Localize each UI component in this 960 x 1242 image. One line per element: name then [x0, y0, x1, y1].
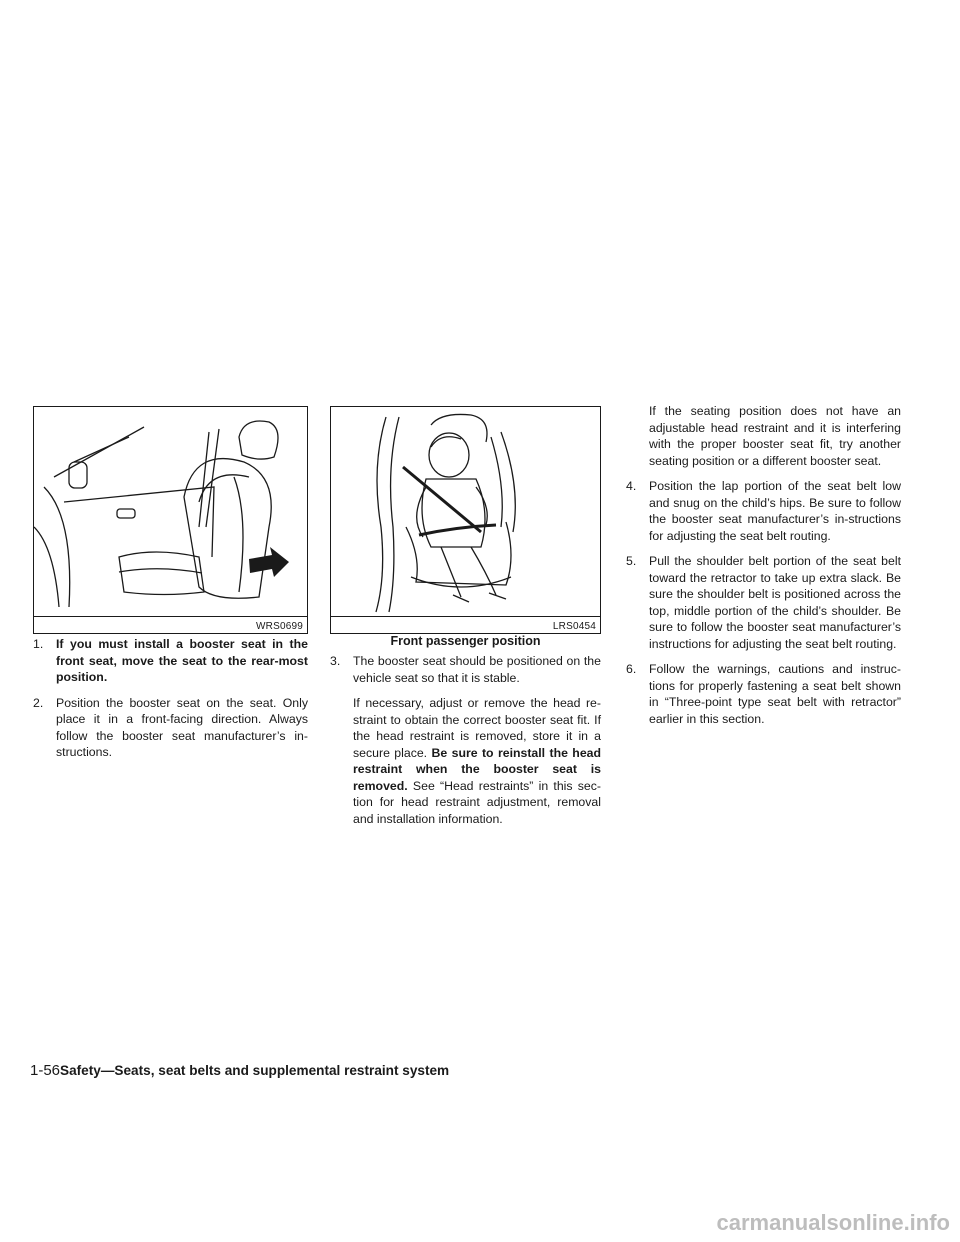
list-item	[626, 478, 901, 544]
list-item	[626, 661, 901, 727]
booster-seat-illustration-figure	[330, 406, 601, 634]
seat-illustration-figure	[33, 406, 308, 634]
child-booster-seat-drawing	[331, 407, 599, 617]
section-title: Safety—Seats, seat belts and supplemental restraint system	[60, 1063, 450, 1078]
item-text: The booster seat should be positioned on the vehicle seat so that it is stable.	[353, 654, 601, 685]
page-number: 1-56	[30, 1062, 61, 1079]
list-item	[33, 695, 308, 761]
list-item	[330, 653, 601, 686]
figure-code: WRS0699	[256, 621, 303, 632]
item-text: Follow the warnings, cautions and instruc-tions for properly fastening a seat belt shown in “Three-point type seat belt with retractor” earlier in this section.	[649, 662, 901, 726]
figure-caption: Front passenger position	[390, 634, 541, 648]
item-text: Pull the shoulder belt portion of the seat belt toward the retractor to take up extra slack. Be sure the shoulder belt is positioned across the top, middle portion of the child’s shoulder. Be sure to follow the booster seat manufacturer’s instructions for adjusting the seat belt routing.	[649, 554, 901, 651]
list-item	[626, 553, 901, 652]
item-number: 6.	[626, 662, 637, 676]
figure-code: LRS0454	[552, 621, 596, 632]
paragraph-bold-text: Be sure to reinstall the head restraint when the booster seat is removed.	[353, 745, 602, 793]
paragraph	[626, 403, 901, 469]
right-column	[626, 403, 901, 736]
item-number: 1.	[33, 637, 44, 651]
front-seat-drawing	[34, 407, 306, 617]
paragraph	[330, 695, 601, 827]
item-number: 3.	[330, 654, 341, 668]
watermark: carmanualsonline.info	[716, 1210, 950, 1235]
paragraph-text: See “Head restraints” in this sec-tion for head restraint adjustment, removal and installation information.	[353, 778, 602, 826]
item-number: 5.	[626, 554, 637, 568]
item-text: Position the lap portion of the seat belt low and snug on the child’s hips. Be sure to follow the booster seat manufacturer’s in-structions for adjusting the seat belt routing.	[649, 479, 901, 543]
item-number: 2.	[33, 695, 44, 710]
paragraph-text: If the seating position does not have an adjustable head restraint and it is interfering with the proper booster seat fit, try another seating position or a different booster seat.	[649, 404, 901, 468]
left-column	[33, 636, 308, 770]
middle-column	[330, 653, 601, 836]
page-footer	[30, 1062, 449, 1079]
paragraph-text: If necessary, adjust or remove the head re-straint to obtain the correct booster seat fit. If the head restraint is removed, store it in a secure place.	[353, 696, 601, 760]
item-number: 4.	[626, 479, 637, 493]
item-text: Position the booster seat on the seat. Only place it in a front-facing direction. Always follow the booster seat manufacturer’s in-structions.	[56, 695, 308, 759]
item-text: If you must install a booster seat in the front seat, move the seat to the rear-most position.	[56, 637, 308, 684]
list-item	[33, 636, 308, 686]
